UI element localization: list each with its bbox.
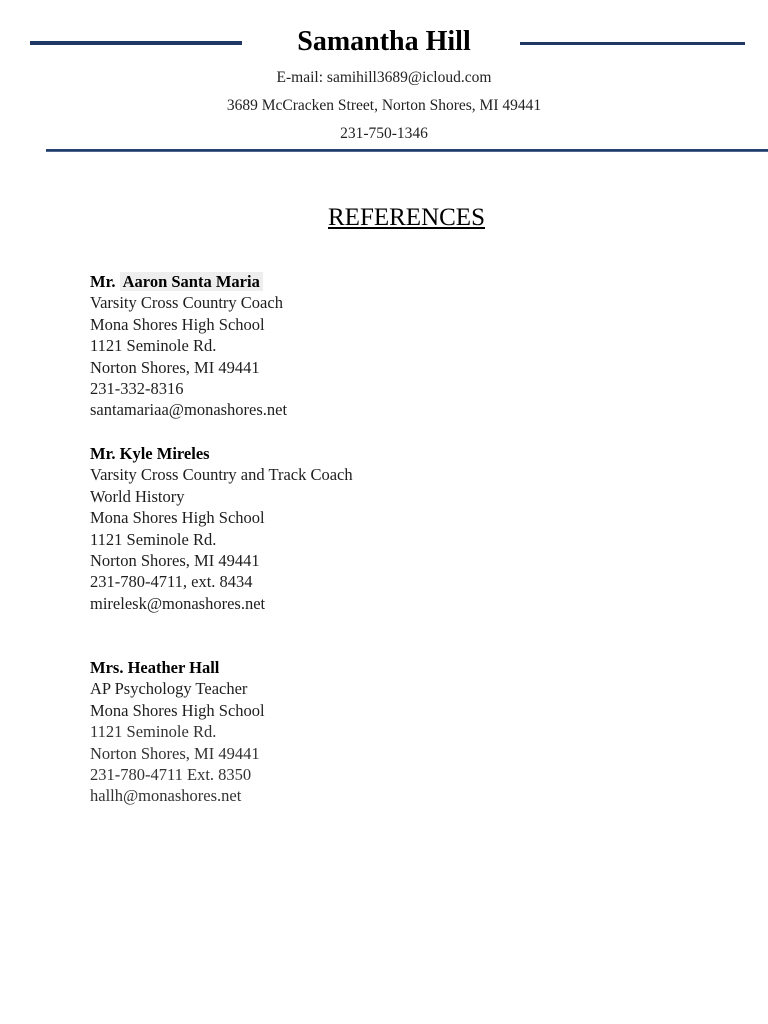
reference-street: 1121 Seminole Rd. (90, 336, 217, 356)
reference-school: Mona Shores High School (90, 508, 265, 528)
reference-position: Varsity Cross Country and Track Coach (90, 465, 353, 485)
reference-school: Mona Shores High School (90, 314, 265, 334)
reference-phone: 231-332-8316 (90, 379, 184, 399)
reference-name: Mr. Kyle Mireles (90, 444, 210, 463)
reference-position: AP Psychology Teacher (90, 679, 248, 699)
reference-city: Norton Shores, MI 49441 (90, 551, 260, 571)
header-divider (46, 149, 768, 152)
reference-phone: 231-780-4711, ext. 8434 (90, 572, 253, 592)
reference-email: hallh@monashores.net (90, 786, 242, 806)
reference-name-highlighted: Aaron Santa Maria (120, 272, 263, 291)
reference-entry (90, 271, 287, 421)
candidate-name: Samantha Hill (297, 26, 471, 57)
reference-position: Varsity Cross Country Coach (90, 293, 283, 313)
reference-street: 1121 Seminole Rd. (90, 529, 217, 549)
reference-city: Norton Shores, MI 49441 (90, 357, 260, 377)
reference-phone: 231-780-4711 Ext. 8350 (90, 765, 252, 785)
reference-school: Mona Shores High School (90, 700, 265, 720)
reference-email: mirelesk@monashores.net (90, 593, 266, 613)
reference-subject: World History (90, 486, 185, 506)
section-title: REFERENCES (328, 204, 485, 231)
contact-phone: 231-750-1346 (340, 125, 428, 142)
reference-email: santamariaa@monashores.net (90, 400, 288, 420)
reference-name (90, 271, 287, 292)
reference-entry (90, 657, 265, 807)
reference-entry (90, 443, 353, 614)
reference-street: 1121 Seminole Rd. (90, 722, 217, 742)
reference-city: Norton Shores, MI 49441 (90, 743, 260, 763)
contact-address: 3689 McCracken Street, Norton Shores, MI 49441 (226, 97, 542, 114)
reference-name: Mrs. Heather Hall (90, 658, 220, 677)
reference-title-prefix: Mr. (90, 272, 116, 291)
contact-email: E-mail: samihill3689@icloud.com (276, 69, 492, 86)
